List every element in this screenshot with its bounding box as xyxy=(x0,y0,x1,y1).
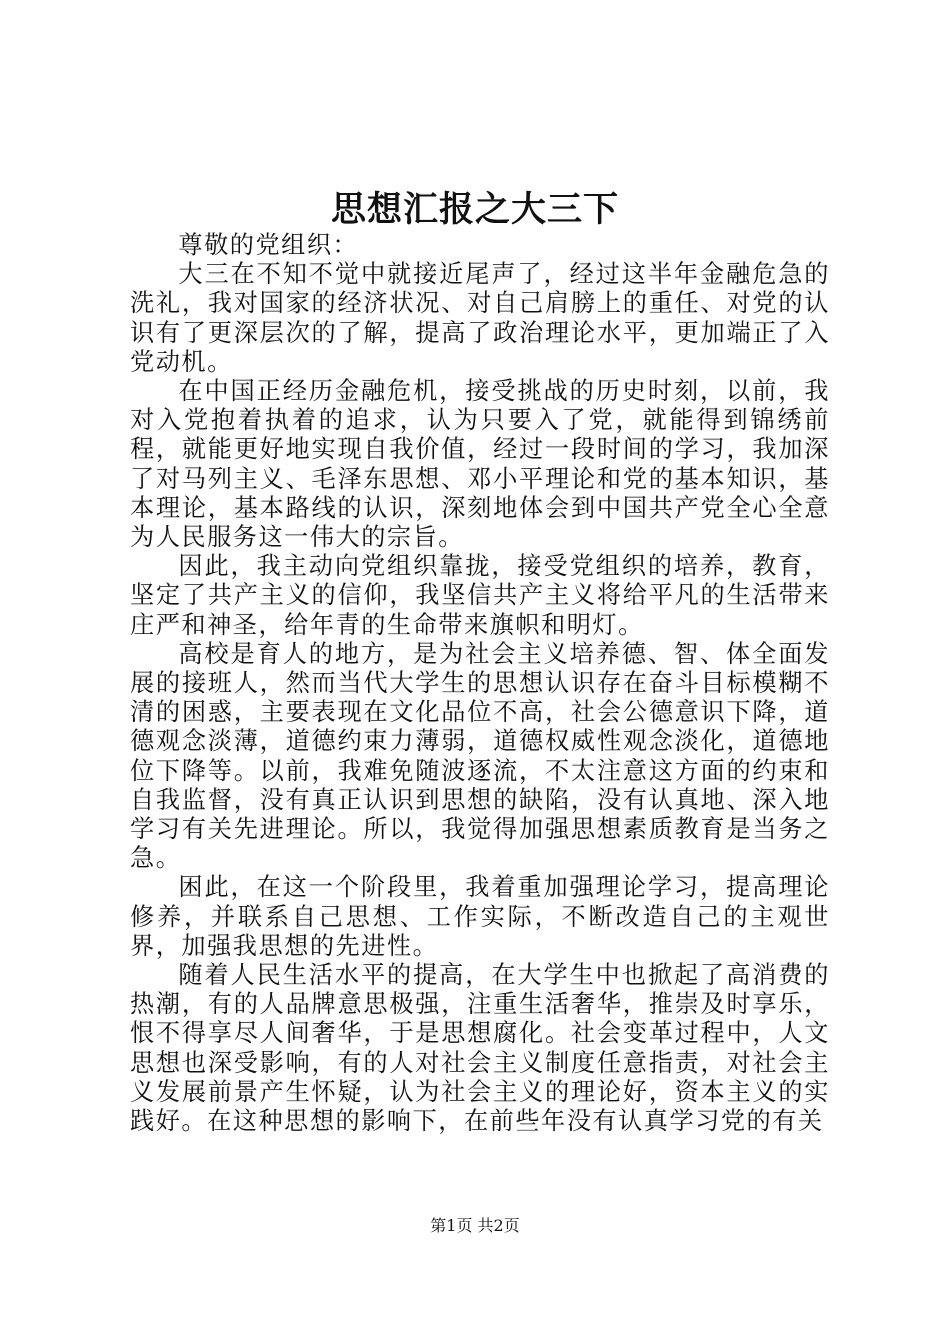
document-title: 思想汇报之大三下 xyxy=(330,189,619,230)
paragraph: 大三在不知不觉中就接近尾声了，经过这半年金融危急的洗礼，我对国家的经济状况、对自己肩膀上的重任、对党的认识有了更深层次的了解，提高了政治理论水平，更加端正了入党动机。 xyxy=(130,260,830,376)
page-number-footer: 第1页 共2页 xyxy=(430,1216,520,1235)
paragraph: 随着人民生活水平的提高，在大学生中也掀起了高消费的热潮，有的人品牌意思极强，注重生活奢华，推崇及时享乐，恨不得享尽人间奢华，于是思想腐化。社会变革过程中，人文思想也深受影响，有的人对社会主义制度任意指责，对社会主义发展前景产生怀疑，认为社会主义的理论好，资本主义的实践好。在这种思想的影响下，在前些年没有认真学习党的有关 xyxy=(130,961,830,1136)
paragraph: 高校是育人的地方，是为社会主义培养德、智、体全面发展的接班人，然而当代大学生的思想认识存在奋斗目标模糊不清的困惑，主要表现在文化品位不高，社会公德意识下降，道德观念淡薄，道德约束力薄弱，道德权威性观念淡化，道德地位下降等。以前，我难免随波逐流，不太注意这方面的约束和自我监督，没有真正认识到思想的缺陷，没有认真地、深入地学习有关先进理论。所以，我觉得加强思想素质教育是当务之急。 xyxy=(130,639,830,873)
salutation: 尊敬的党组织： xyxy=(178,231,359,259)
paragraph: 在中国正经历金融危机，接受挑战的历史时刻，以前，我对入党抱着执着的追求，认为只要入了党，就能得到锦绣前程，就能更好地实现自我价值，经过一段时间的学习，我加深了对马列主义、毛泽东思想、邓小平理论和党的基本知识，基本理论，基本路线的认识，深刻地体会到中国共产党全心全意为人民服务这一伟大的宗旨。 xyxy=(130,377,830,552)
paragraph: 困此，在这一个阶段里，我着重加强理论学习，提高理论修养，并联系自己思想、工作实际，不断改造自己的主观世界，加强我思想的先进性。 xyxy=(130,873,830,960)
document-body xyxy=(130,231,830,1136)
paragraph: 因此，我主动向党组织靠拢，接受党组织的培养，教育，坚定了共产主义的信仰，我坚信共产主义将给平凡的生活带来庄严和神圣，给年青的生命带来旗帜和明灯。 xyxy=(130,552,830,639)
